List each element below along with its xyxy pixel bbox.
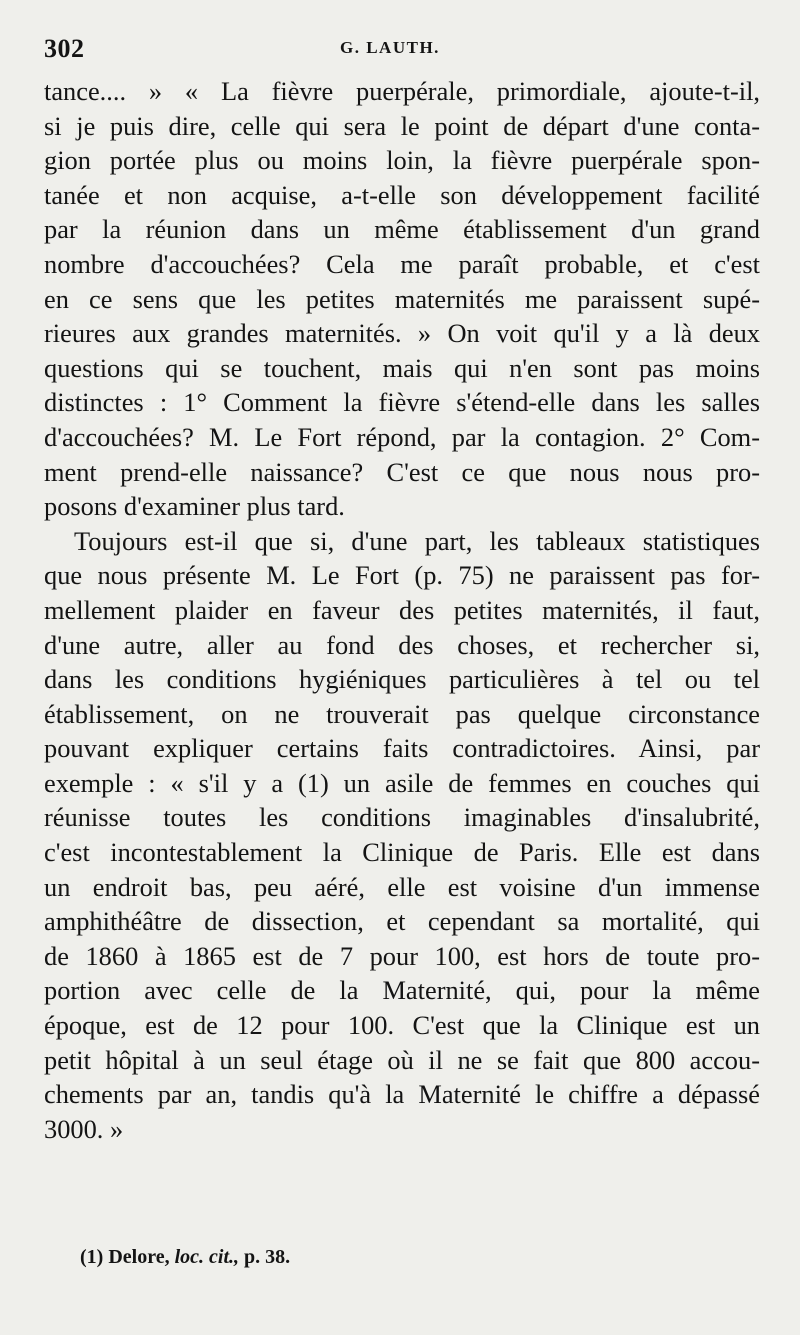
footnote-page: p. 38. (244, 1246, 291, 1268)
text-line: posons d'examiner plus tard. (44, 491, 345, 522)
text-line: un endroit bas, peu aéré, elle est voisine d'un immense (44, 871, 760, 902)
text-line: époque, est de 12 pour 100. C'est que la Clinique est un (44, 1010, 760, 1041)
text-line: amphithéâtre de dissection, et cependant sa mortalité, qui (44, 906, 760, 937)
text-line: réunisse toutes les conditions imaginables d'insalubrité, (44, 802, 760, 833)
body-text (44, 74, 760, 1146)
footnote-author: Delore, (108, 1246, 170, 1268)
text-line: établissement, on ne trouverait pas quelque circonstance (44, 698, 760, 729)
text-line: dans les conditions hygiéniques particulières à tel ou tel (44, 664, 760, 695)
footnote-ref: loc. cit., (174, 1246, 240, 1268)
text-line: exemple : « s'il y a (1) un asile de femmes en couches qui (44, 767, 760, 798)
footnote (80, 1246, 290, 1269)
text-line: ment prend-elle naissance? C'est ce que nous nous pro- (44, 456, 760, 487)
text-line: gion portée plus ou moins loin, la fièvre puerpérale spon- (44, 145, 760, 176)
text-line: distinctes : 1° Comment la fièvre s'étend-elle dans les salles (44, 387, 760, 418)
page-number: 302 (44, 34, 85, 63)
text-line: questions qui se touchent, mais qui n'en sont pas moins (44, 352, 760, 383)
text-line: de 1860 à 1865 est de 7 pour 100, est hors de toute pro- (44, 940, 760, 971)
text-line: rieures aux grandes maternités. » On voit qu'il y a là deux (44, 318, 760, 349)
text-line: tanée et non acquise, a-t-elle son développement facilité (44, 179, 760, 210)
text-line: nombre d'accouchées? Cela me paraît probable, et c'est (44, 248, 760, 279)
text-line: pouvant expliquer certains faits contradictoires. Ainsi, par (44, 733, 760, 764)
text-line: 3000. » (44, 1113, 124, 1144)
text-line: mellement plaider en faveur des petites maternités, il faut, (44, 594, 760, 625)
page-header (0, 34, 800, 68)
text-line: Toujours est-il que si, d'une part, les tableaux statistiques (74, 525, 760, 556)
text-line: d'une autre, aller au fond des choses, et rechercher si, (44, 629, 760, 660)
text-line: petit hôpital à un seul étage où il ne se fait que 800 accou- (44, 1044, 760, 1075)
footnote-marker: (1) (80, 1246, 104, 1268)
text-line: que nous présente M. Le Fort (p. 75) ne paraissent pas for- (44, 560, 760, 591)
text-line: portion avec celle de la Maternité, qui, pour la même (44, 975, 760, 1006)
text-line: d'accouchées? M. Le Fort répond, par la contagion. 2° Com- (44, 421, 760, 452)
text-line: par la réunion dans un même établissement d'un grand (44, 214, 760, 245)
running-head: G. LAUTH. (340, 38, 440, 57)
text-line: c'est incontestablement la Clinique de Paris. Elle est dans (44, 837, 760, 868)
text-line: si je puis dire, celle qui sera le point de départ d'une conta- (44, 110, 760, 141)
text-line: tance.... » « La fièvre puerpérale, primordiale, ajoute-t-il, (44, 76, 760, 106)
text-line: chements par an, tandis qu'à la Maternité le chiffre a dépassé (44, 1079, 760, 1110)
text-line: en ce sens que les petites maternités me paraissent supé- (44, 283, 760, 314)
